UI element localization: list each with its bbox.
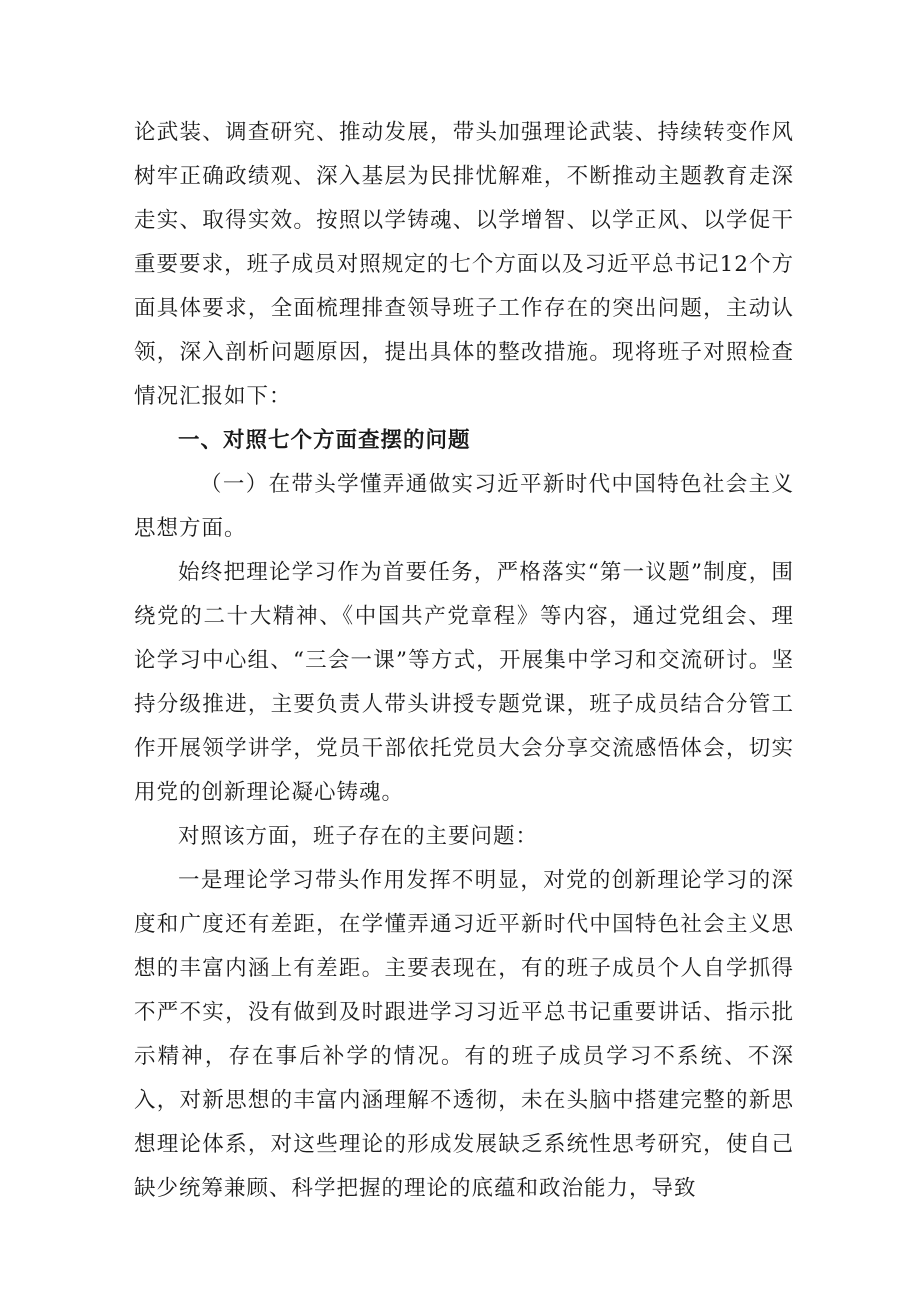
problem-one-paragraph: 一是理论学习带头作用发挥不明显，对党的创新理论学习的深度和广度还有差距，在学懂弄通习近平新时代中国特色社会主义思想的丰富内涵上有差距。主要表现在，有的班子成员个人自学抓得不严不实，没有做到及时跟进学习习近平总书记重要讲话、指示批示精神，存在事后补学的情况。有的班子成员学习不系统、不深入，对新思想的丰富内涵理解不透彻，未在头脑中搭建完整的新思想理论体系，对这些理论的形成发展缺乏系统性思考研究，使自己缺少统筹兼顾、科学把握的理论的底蕴和政治能力，导致 xyxy=(134,868,794,1201)
study-paragraph: 始终把理论学习作为首要任务，严格落实“第一议题”制度，围绕党的二十大精神、《中国共产党章程》等内容，通过党组会、理论学习中心组、“三会一课”等方式，开展集中学习和交流研讨。坚持分级推进，主要负责人带头讲授专题党课，班子成员结合分管工作开展领学讲学，党员干部依托党员大会分享交流感悟体会，切实用党的创新理论凝心铸魂。 xyxy=(134,560,794,805)
section-heading: 一、对照七个方面查摆的问题 xyxy=(178,428,471,453)
problems-intro: 对照该方面，班子存在的主要问题： xyxy=(178,824,539,849)
intro-paragraph: 论武装、调查研究、推动发展，带头加强理论武装、持续转变作风树牢正确政绩观、深入基层为民排忧解难，不断推动主题教育走深走实、取得实效。按照以学铸魂、以学增智、以学正风、以学促干重要要求，班子成员对照规定的七个方面以及习近平总书记12个方面具体要求，全面梳理排查领导班子工作存在的突出问题，主动认领，深入剖析问题原因，提出具体的整改措施。现将班子对照检查情况汇报如下： xyxy=(134,120,794,409)
sub-heading-theory-study: （一）在带头学懂弄通做实习近平新时代中国特色社会主义思想方面。 xyxy=(134,472,794,541)
document-body xyxy=(134,111,794,1211)
